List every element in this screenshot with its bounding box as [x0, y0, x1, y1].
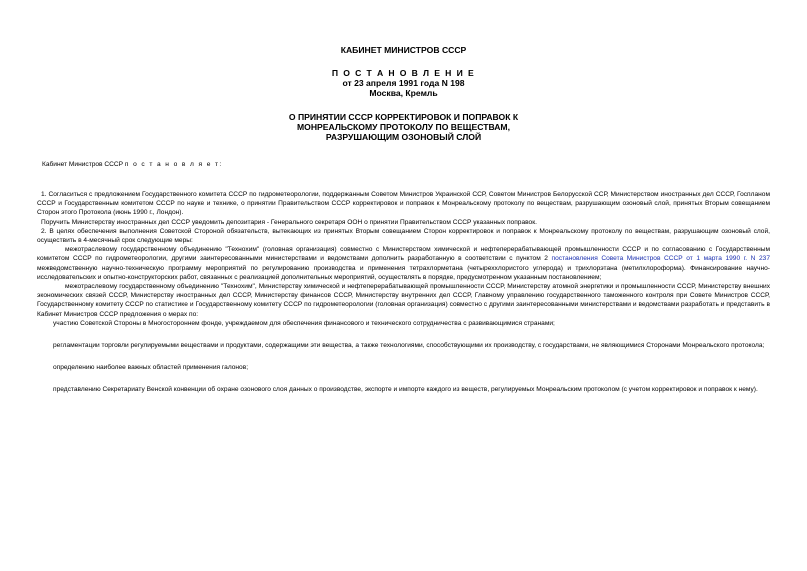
decree-reference-link[interactable]: постановления Совета Министров СССР от 1 марта 1990 г. N 237 [551, 255, 771, 263]
decree-heading [0, 68, 807, 98]
paragraph-3-text: межотраслевому государственному объединению "Технохим" (головная организация) совместно с Министерством химической и нефтеперерабатывающей промышленности СССР и по согласованию с Государственным комитетом СССР по гидрометеорологии, другими заинтересованными министерствами и ведомствами дополнить разработанную в соответствии с пунктом 2 [37, 246, 770, 263]
paragraph-7: определению наиболее важных областей применения галонов; [53, 364, 249, 372]
paragraph-8: представлению Секретариату Венской конвенции об охране озонового слоя данных о производстве, экспорте и импорте каждого из веществ, регулируемых Монреальским протоколом (с учетом корректировок и поправок к нему). [53, 386, 758, 394]
title-line: РАЗРУШАЮЩИМ ОЗОНОВЫЙ СЛОЙ [325, 132, 482, 142]
decree-word: п о с т а н о в л я е т: [124, 161, 223, 168]
paragraph-6: регламентации торговли регулируемыми веществами и продуктами, содержащими эти вещества, а также технологиями, способствующими их производству, с государствами, не являющимися Сторонами Монреальского протокола; [53, 342, 765, 350]
date-number: от 23 апреля 1991 года N 198 [342, 78, 465, 88]
organization-title: КАБИНЕТ МИНИСТРОВ СССР [340, 45, 467, 55]
paragraph-3 [37, 245, 770, 282]
paragraph-4: межотраслевому государственному объединению "Технохим", Министерству химической и нефтеперерабатывающей промышленности СССР, Министерству атомной энергетики и промышленности СССР, Министерству внешних экономических связей СССР, Министерству иностранных дел СССР, Министерству финансов СССР, Министерству внутренних дел СССР, Главному управлению государственного таможенного контроля при Совете Министров СССР, Государственному комитету СССР по статистике и Государственному комитету СССР по гидрометеорологии (головная организация) совместно с другими заинтересованными министерствами и ведомствами разработать и представить в Кабинет Министров СССР предложения о мерах по: [37, 283, 770, 318]
document-body [37, 190, 770, 395]
title-line: МОНРЕАЛЬСКОМУ ПРОТОКОЛУ ПО ВЕЩЕСТВАМ, [297, 122, 510, 132]
paragraph-1b: Поручить Министерству иностранных дел СССР уведомить депозитария - Генерального секретаря ООН о принятии Правительством СССР указанных поправок. [41, 218, 537, 226]
paragraph-3-text-end: межведомственную научно-техническую программу мероприятий по регулированию производства и применения тетрахлорметана (четыреххлористого углерода) и трихлорэтана (метилхлороформа). Финансирование научно-исследовательских и опытно-конструкторских работ, связанных с реализацией дополнительных мероприятий, осуществлять в порядке, предусмотренном указанным постановлением; [37, 264, 770, 281]
preamble [37, 160, 770, 169]
document-type: П О С Т А Н О В Л Е Н И Е [331, 68, 476, 78]
document-title [0, 112, 807, 142]
paragraph-2: 2. В целях обеспечения выполнения Советской Стороной обязательств, вытекающих из принятых Вторым совещанием Сторон корректировок и поправок к Монреальскому протоколу по веществам, разрушающим озоновый слой, осуществить в 4-месячный срок следующие меры: [37, 227, 770, 245]
title-line: О ПРИНЯТИИ СССР КОРРЕКТИРОВОК И ПОПРАВОК К [288, 112, 519, 122]
paragraph-5: участию Советской Стороны в Многостороннем фонде, учреждаемом для обеспечения финансового и технического сотрудничества с развивающимися странами; [53, 319, 555, 327]
preamble-text: Кабинет Министров СССР [42, 161, 125, 168]
place: Москва, Кремль [369, 88, 438, 98]
document-header [0, 45, 807, 55]
paragraph-1: 1. Согласиться с предложением Государственного комитета СССР по гидрометеорологии, поддержанным Советом Министров Украинской ССР, Советом Министров Белорусской ССР, Министерством иностранных дел СССР, Госпланом СССР и Государственным комитетом СССР по науке и технике, о принятии Правительством СССР корректировок и поправок к Монреальскому протоколу по веществам, разрушающим озоновый слой, принятых Вторым совещанием Сторон этого Протокола (июнь 1990 г., Лондон). [37, 191, 770, 217]
